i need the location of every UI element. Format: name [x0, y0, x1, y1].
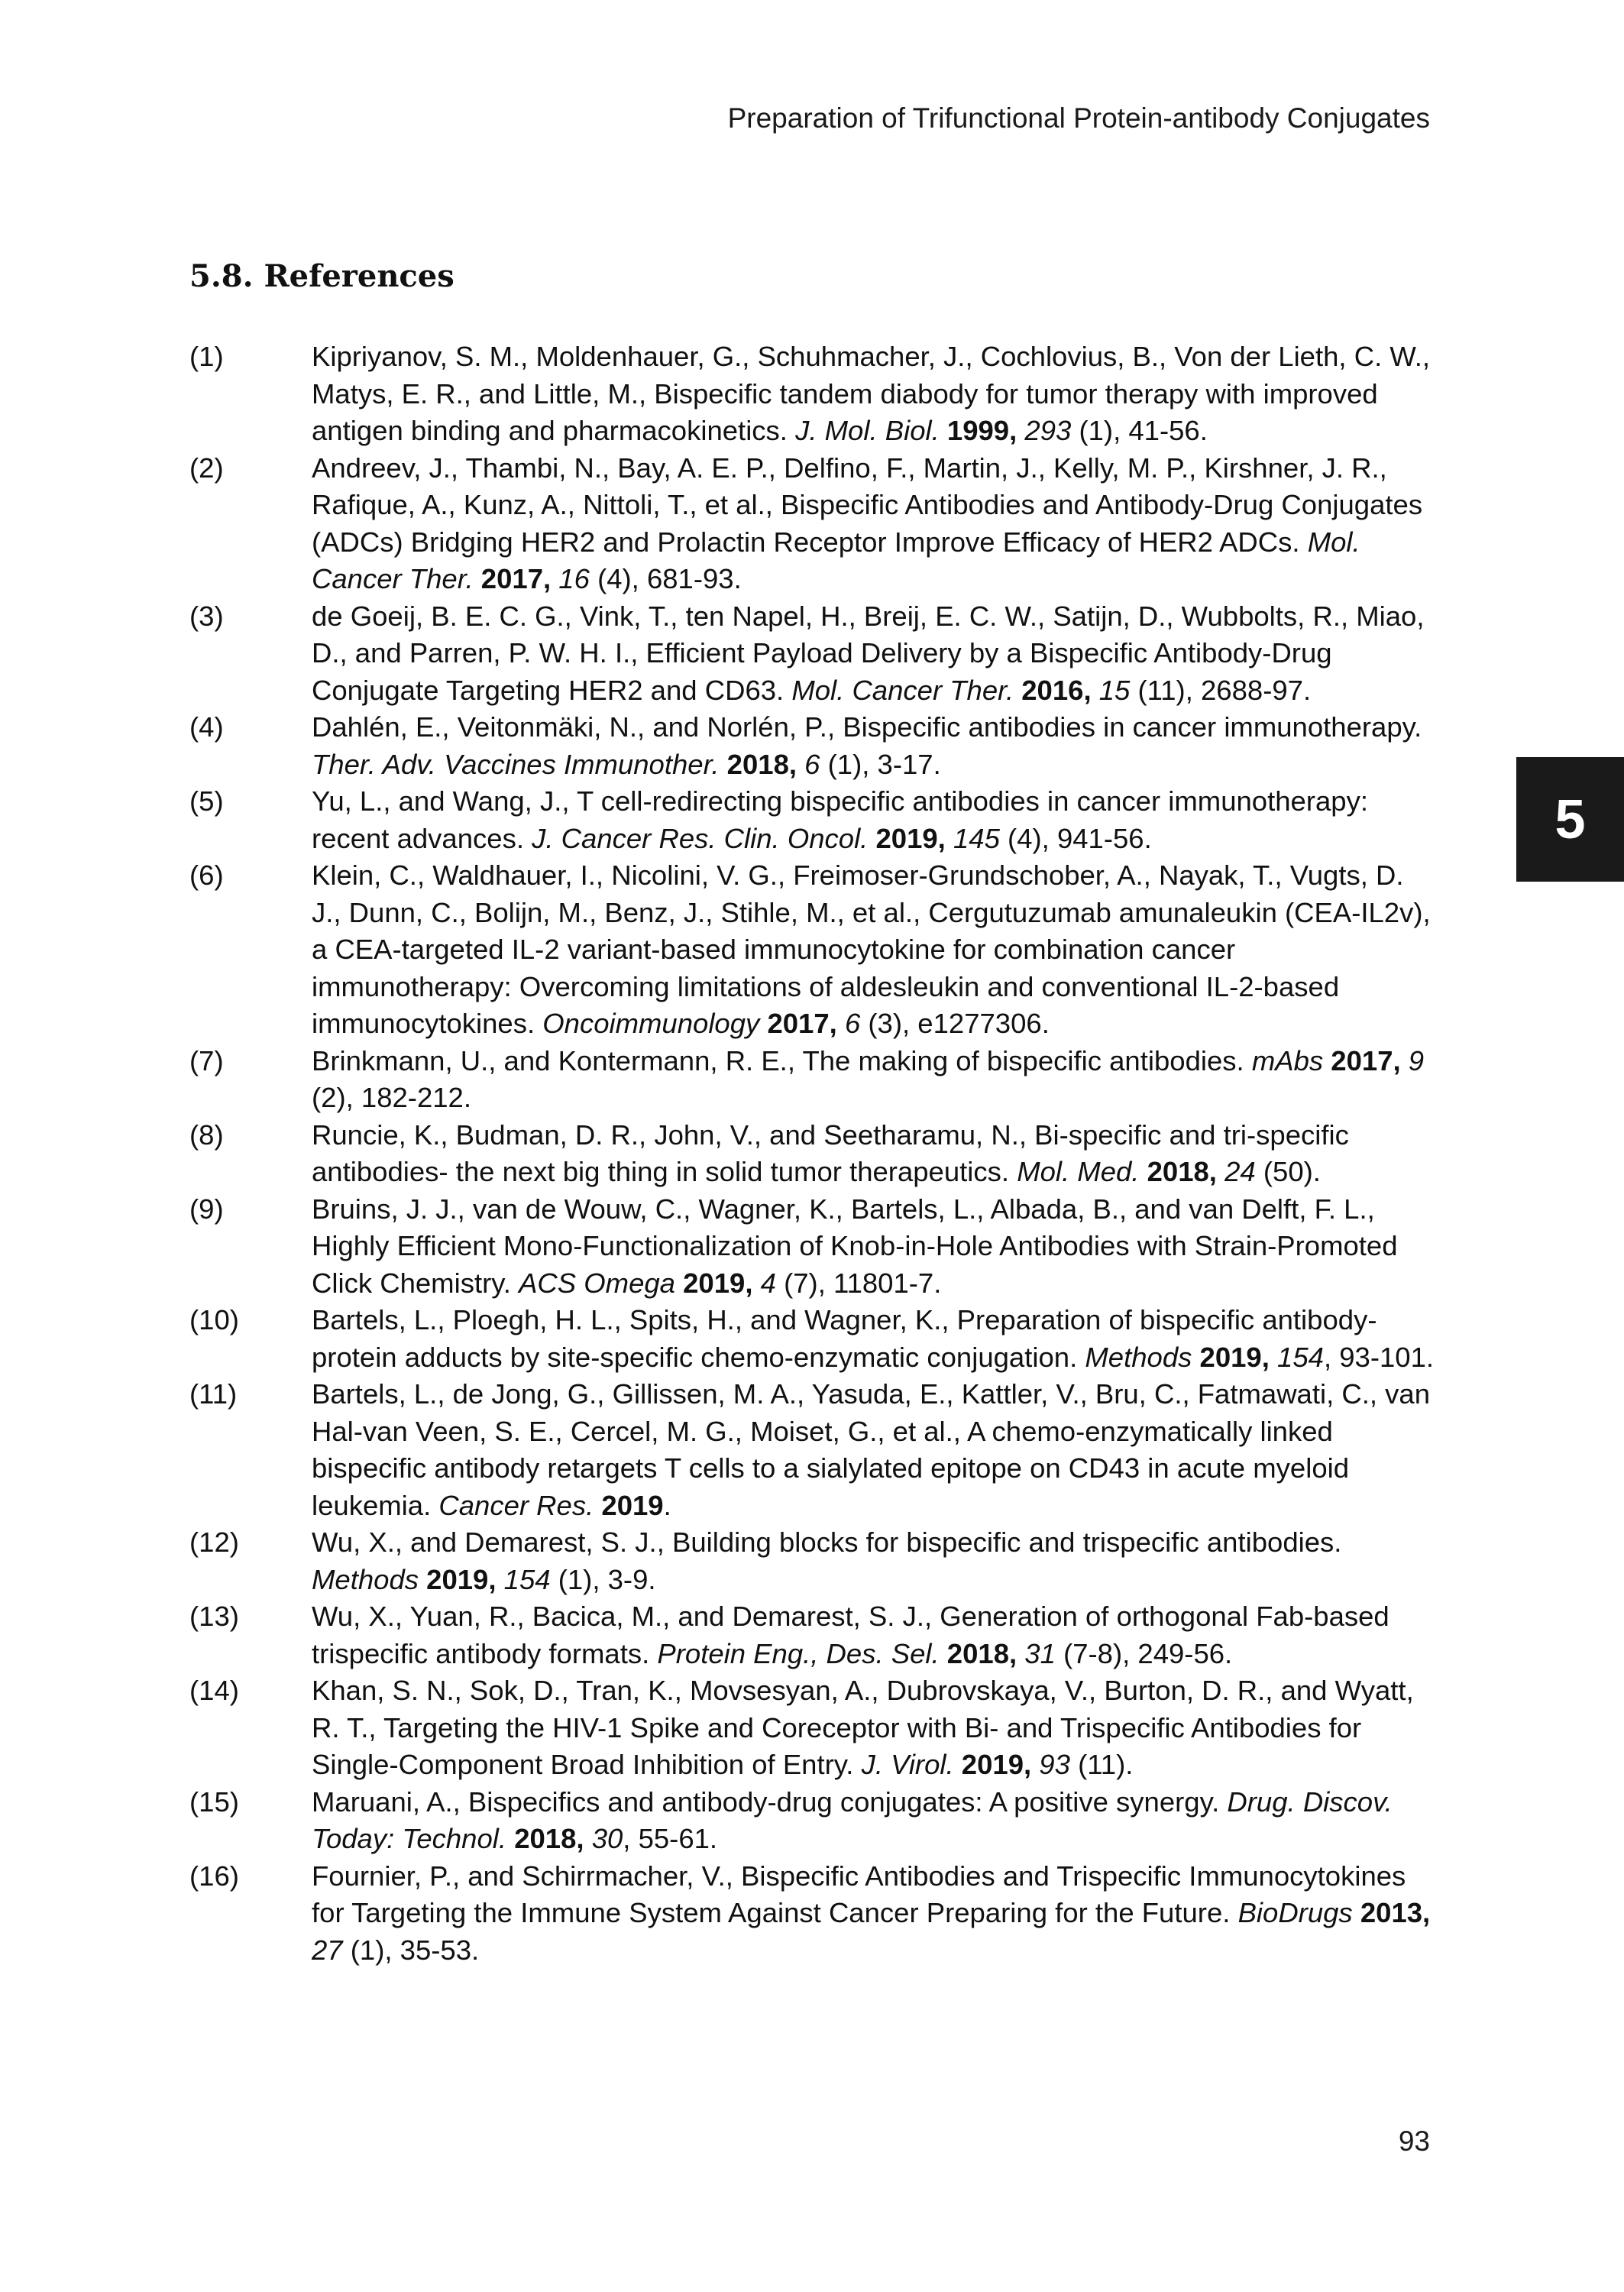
reference-text — [312, 1043, 1436, 1117]
reference-authors: Andreev, J., Thambi, N., Bay, A. E. P., Delfino, F., Martin, J., Kelly, M. P., Kirshner, J. R., Rafique, A., Kunz, A., Nittoli, T., et al., Bispecific Antibodies and Antibody-Drug Conjugates (ADCs) Bridging HER2 and Prolactin Receptor Improve Efficacy of HER2 ADCs. — [312, 452, 1423, 558]
reference-year: 2017, — [480, 563, 552, 594]
reference-pages: (7-8), 249-56. — [1063, 1637, 1233, 1669]
reference-volume: 15 — [1098, 674, 1131, 706]
reference-volume: 24 — [1224, 1156, 1256, 1187]
reference-pages: , 55-61. — [623, 1823, 718, 1854]
reference-volume: 154 — [1277, 1341, 1324, 1373]
reference-text — [312, 338, 1436, 450]
reference-authors: Brinkmann, U., and Kontermann, R. E., The making of bispecific antibodies. — [312, 1044, 1244, 1076]
reference-authors: Runcie, K., Budman, D. R., John, V., and Seetharamu, N., Bi-specific and tri-specific antibodies- the next big thing in solid tumor therapeutics. — [312, 1118, 1349, 1187]
reference-text — [312, 1784, 1436, 1858]
reference-item — [189, 783, 1436, 857]
reference-number: (16) — [189, 1860, 239, 1892]
reference-pages: (1), 35-53. — [350, 1934, 480, 1966]
reference-text — [312, 1524, 1436, 1598]
reference-journal: J. Mol. Biol. — [795, 415, 940, 446]
reference-pages: (1), 3-17. — [827, 748, 941, 780]
reference-number: (6) — [189, 860, 224, 891]
reference-item — [189, 1524, 1436, 1598]
reference-item — [189, 1191, 1436, 1303]
reference-journal: Methods — [1085, 1341, 1192, 1373]
reference-number: (9) — [189, 1193, 224, 1225]
reference-pages: , 93-101. — [1323, 1341, 1435, 1373]
reference-year: 2019, — [683, 1267, 753, 1299]
reference-year: 2018, — [946, 1637, 1017, 1669]
reference-authors: Bruins, J. J., van de Wouw, C., Wagner, K., Bartels, L., Albada, B., and van Delft, F. L., Highly Efficient Mono-Functionalization of Knob-in-Hole Antibodies with Strain-Promoted Click Chemistry. — [312, 1193, 1398, 1299]
reference-authors: Kipriyanov, S. M., Moldenhauer, G., Schuhmacher, J., Cochlovius, B., Von der Lieth, C. W., Matys, E. R., and Little, M., Bispecific tandem diabody for tumor therapy with improved antigen binding and pharmacokinetics. — [312, 341, 1431, 446]
reference-pages: (3), e1277306. — [868, 1008, 1050, 1039]
reference-pages: (2), 182-212. — [312, 1082, 471, 1113]
reference-journal: J. Virol. — [861, 1749, 954, 1780]
reference-journal: Mol. Cancer Ther. — [791, 674, 1014, 706]
reference-volume: 93 — [1039, 1749, 1070, 1780]
reference-volume: 27 — [312, 1934, 343, 1966]
reference-authors: Dahlén, E., Veitonmäki, N., and Norlén, P., Bispecific antibodies in cancer immunotherapy. — [312, 711, 1422, 743]
reference-journal: Protein Eng., Des. Sel. — [657, 1637, 940, 1669]
reference-list — [189, 338, 1436, 1969]
reference-number: (12) — [189, 1526, 239, 1558]
reference-pages: (7), 11801-7. — [784, 1267, 942, 1299]
reference-journal: Cancer Res. — [438, 1489, 594, 1521]
reference-journal: Ther. Adv. Vaccines Immunother. — [312, 748, 720, 780]
reference-item — [189, 338, 1436, 450]
reference-text — [312, 1672, 1436, 1784]
reference-journal: BioDrugs — [1237, 1897, 1353, 1928]
reference-journal: ACS Omega — [519, 1267, 675, 1299]
reference-journal: Mol. Cancer Ther. — [312, 526, 1360, 594]
reference-number: (8) — [189, 1118, 224, 1151]
reference-year: 2018, — [1147, 1156, 1217, 1187]
reference-text — [312, 1598, 1436, 1672]
reference-year: 2019 — [601, 1489, 664, 1521]
reference-volume: 6 — [804, 748, 820, 780]
reference-authors: Wu, X., and Demarest, S. J., Building blocks for bispecific and trispecific antibodies. — [312, 1526, 1342, 1558]
reference-year: 2019, — [426, 1563, 497, 1595]
reference-year: 2019, — [1199, 1341, 1270, 1373]
reference-year: 1999, — [946, 415, 1017, 446]
reference-text — [312, 1191, 1436, 1303]
reference-journal: J. Cancer Res. Clin. Oncol. — [532, 822, 869, 854]
reference-item — [189, 857, 1436, 1043]
reference-volume: 30 — [591, 1823, 623, 1854]
reference-authors: Fournier, P., and Schirrmacher, V., Bispecific Antibodies and Trispecific Immunocytokines for Targeting the Immune System Against Cancer Preparing for the Future. — [312, 1860, 1406, 1928]
reference-pages: (11), 2688-97. — [1137, 674, 1312, 706]
reference-journal: Oncoimmunology — [542, 1008, 760, 1039]
reference-volume: 293 — [1024, 415, 1072, 446]
reference-text — [312, 1858, 1436, 1970]
reference-pages: (4), 941-56. — [1008, 822, 1152, 854]
reference-text — [312, 857, 1436, 1043]
reference-pages: (1), 3-9. — [558, 1563, 656, 1595]
reference-number: (7) — [189, 1044, 224, 1076]
reference-item — [189, 1302, 1436, 1376]
reference-year: 2019, — [961, 1749, 1032, 1780]
reference-item — [189, 709, 1436, 783]
reference-journal: mAbs — [1251, 1044, 1324, 1076]
reference-number: (14) — [189, 1675, 239, 1706]
reference-item — [189, 1117, 1436, 1191]
reference-volume: 6 — [844, 1008, 861, 1039]
reference-text — [312, 783, 1436, 857]
chapter-tab: 5 — [1516, 757, 1624, 882]
reference-number: (4) — [189, 711, 224, 743]
reference-volume: 154 — [503, 1563, 551, 1595]
reference-volume: 145 — [953, 822, 1000, 854]
reference-item — [189, 1784, 1436, 1858]
reference-volume: 16 — [558, 563, 590, 594]
reference-pages: (1), 41-56. — [1079, 415, 1208, 446]
reference-item — [189, 1598, 1436, 1672]
reference-authors: Klein, C., Waldhauer, I., Nicolini, V. G., Freimoser-Grundschober, A., Nayak, T., Vugts, D. J., Dunn, C., Bolijn, M., Benz, J., Stihle, M., et al., Cergutuzumab amunaleukin (CEA-IL2v), a CEA-targeted IL-2 variant-based immunocytokine for combination cancer immunotherapy: Overcoming limitations of aldesleukin and conventional IL-2-based immunocytokines. — [312, 860, 1431, 1039]
reference-text — [312, 1302, 1436, 1376]
reference-item — [189, 450, 1436, 598]
reference-text — [312, 1376, 1436, 1524]
reference-number: (13) — [189, 1601, 239, 1632]
reference-authors: Wu, X., Yuan, R., Bacica, M., and Demarest, S. J., Generation of orthogonal Fab-based trispecific antibody formats. — [312, 1601, 1389, 1669]
reference-year: 2016, — [1021, 674, 1092, 706]
reference-authors: Maruani, A., Bispecifics and antibody-drug conjugates: A positive synergy. — [312, 1785, 1220, 1818]
reference-item — [189, 1672, 1436, 1784]
reference-authors: Bartels, L., Ploegh, H. L., Spits, H., and Wagner, K., Preparation of bispecific antibody-protein adducts by site-specific chemo-enzymatic conjugation. — [312, 1304, 1377, 1373]
reference-item — [189, 1376, 1436, 1524]
reference-volume: 31 — [1024, 1637, 1056, 1669]
reference-number: (2) — [189, 452, 224, 484]
reference-journal: Methods — [312, 1563, 419, 1595]
reference-year: 2017, — [1331, 1044, 1401, 1076]
reference-year: 2018, — [726, 748, 797, 780]
reference-year: 2019, — [875, 822, 946, 854]
reference-authors: de Goeij, B. E. C. G., Vink, T., ten Napel, H., Breij, E. C. W., Satijn, D., Wubbolts, R., Miao, D., and Parren, P. W. H. I., Efficient Payload Delivery by a Bispecific Antibody-Drug Conjugate Targeting HER2 and CD63. — [312, 600, 1425, 706]
reference-text — [312, 709, 1436, 783]
reference-volume: 9 — [1408, 1044, 1425, 1076]
reference-number: (5) — [189, 785, 224, 817]
reference-authors: Yu, L., and Wang, J., T cell-redirecting bispecific antibodies in cancer immunotherapy: recent advances. — [312, 785, 1368, 854]
section-title: 5.8. References — [189, 258, 455, 294]
reference-year: 2018, — [514, 1823, 584, 1854]
reference-number: (3) — [189, 600, 224, 632]
reference-number: (11) — [189, 1378, 238, 1410]
reference-journal: Mol. Med. — [1017, 1156, 1140, 1187]
reference-pages: . — [663, 1489, 671, 1521]
reference-pages: (11). — [1078, 1749, 1134, 1780]
reference-number: (15) — [189, 1785, 239, 1818]
page-number: 93 — [1398, 2125, 1430, 2157]
reference-year: 2013, — [1360, 1897, 1431, 1928]
reference-pages: (50). — [1263, 1156, 1321, 1187]
reference-item — [189, 1858, 1436, 1970]
reference-text — [312, 450, 1436, 598]
reference-text — [312, 1117, 1436, 1191]
reference-item — [189, 1043, 1436, 1117]
running-header: Preparation of Trifunctional Protein-antibody Conjugates — [727, 102, 1430, 134]
reference-item — [189, 598, 1436, 710]
reference-pages: (4), 681-93. — [597, 563, 742, 594]
reference-authors: Bartels, L., de Jong, G., Gillissen, M. A., Yasuda, E., Kattler, V., Bru, C., Fatmawati, C., van Hal-van Veen, S. E., Cercel, M. G., Moiset, G., et al., A chemo-enzymatically linked bispecific antibody retargets T cells to a sialylated epitope on CD43 in acute myeloid leukemia. — [312, 1378, 1431, 1521]
reference-text — [312, 598, 1436, 710]
reference-journal: Drug. Discov. Today: Technol. — [312, 1785, 1393, 1854]
reference-authors: Khan, S. N., Sok, D., Tran, K., Movsesyan, A., Dubrovskaya, V., Burton, D. R., and Wyatt, R. T., Targeting the HIV-1 Spike and Coreceptor with Bi- and Trispecific Antibodies for Single-Component Broad Inhibition of Entry. — [312, 1675, 1414, 1780]
reference-number: (10) — [189, 1304, 239, 1335]
reference-year: 2017, — [767, 1008, 837, 1039]
reference-volume: 4 — [760, 1267, 776, 1299]
reference-number: (1) — [189, 341, 224, 372]
